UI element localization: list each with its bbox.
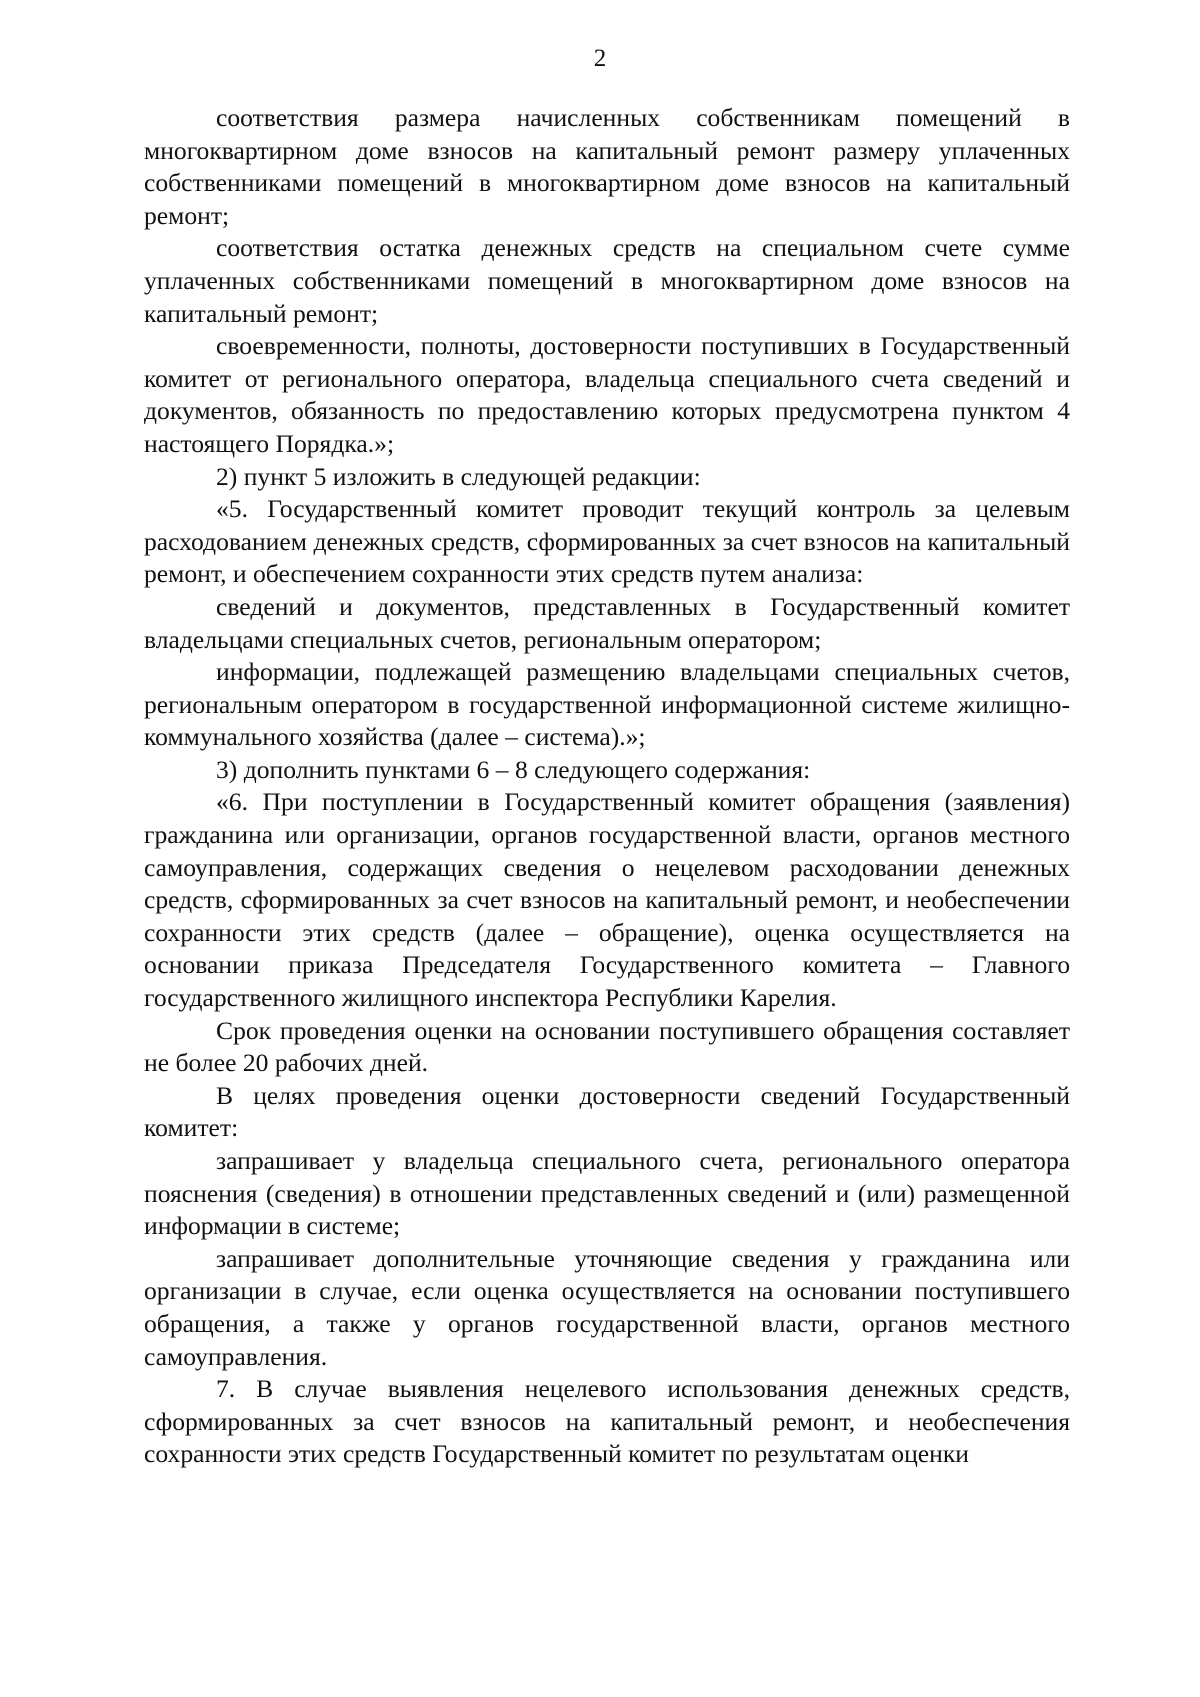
- paragraph: «5. Государственный комитет проводит текущий контроль за целевым расходованием денежных средств, сформированных за счет взносов на капитальный ремонт, и обеспечением сохранности этих средств путем анализа:: [144, 494, 1070, 589]
- paragraph: соответствия размера начисленных собственникам помещений в многоквартирном доме взносов на капитальный ремонт размеру уплаченных собственниками помещений в многоквартирном доме взносов на капитальный ремонт;: [144, 103, 1070, 230]
- paragraph: 2) пункт 5 изложить в следующей редакции:: [216, 461, 701, 491]
- paragraph: соответствия остатка денежных средств на специальном счете сумме уплаченных собственниками помещений в многоквартирном доме взносов на капитальный ремонт;: [144, 233, 1070, 328]
- paragraph: своевременности, полноты, достоверности поступивших в Государственный комитет от регионального оператора, владельца специального счета сведений и документов, обязанность по предоставлению которых предусмотрена пунктом 4 настоящего Порядка.»;: [144, 331, 1070, 458]
- paragraph: Срок проведения оценки на основании поступившего обращения составляет не более 20 рабочих дней.: [144, 1015, 1070, 1078]
- page-number: 2: [593, 45, 607, 72]
- paragraph: информации, подлежащей размещению владельцами специальных счетов, региональным оператором в государственной информационной системе жилищно-коммунального хозяйства (далее – система).»;: [144, 657, 1070, 752]
- paragraph: 3) дополнить пунктами 6 – 8 следующего содержания:: [216, 754, 811, 784]
- paragraph: сведений и документов, представленных в Государственный комитет владельцами специальных счетов, региональным оператором;: [144, 591, 1070, 654]
- paragraph: запрашивает у владельца специального счета, регионального оператора пояснения (сведения) в отношении представленных сведений и (или) размещенной информации в системе;: [144, 1146, 1070, 1241]
- paragraph: 7. В случае выявления нецелевого использования денежных средств, сформированных за счет взносов на капитальный ремонт, и необеспечения сохранности этих средств Государственный комитет по результатам оценки: [144, 1374, 1070, 1469]
- paragraph: В целях проведения оценки достоверности сведений Государственный комитет:: [144, 1080, 1070, 1143]
- paragraph: «6. При поступлении в Государственный комитет обращения (заявления) гражданина или организации, органов государственной власти, органов местного самоуправления, содержащих сведения о нецелевом расходовании денежных средств, сформированных за счет взносов на капитальный ремонт, и необеспечении сохранности этих средств (далее – обращение), оценка осуществляется на основании приказа Председателя Государственного комитета – Главного государственного жилищного инспектора Республики Карелия.: [144, 787, 1070, 1013]
- paragraph: запрашивает дополнительные уточняющие сведения у гражданина или организации в случае, если оценка осуществляется на основании поступившего обращения, а также у органов государственной власти, органов местного самоуправления.: [144, 1243, 1070, 1371]
- document-body: [144, 102, 1070, 1471]
